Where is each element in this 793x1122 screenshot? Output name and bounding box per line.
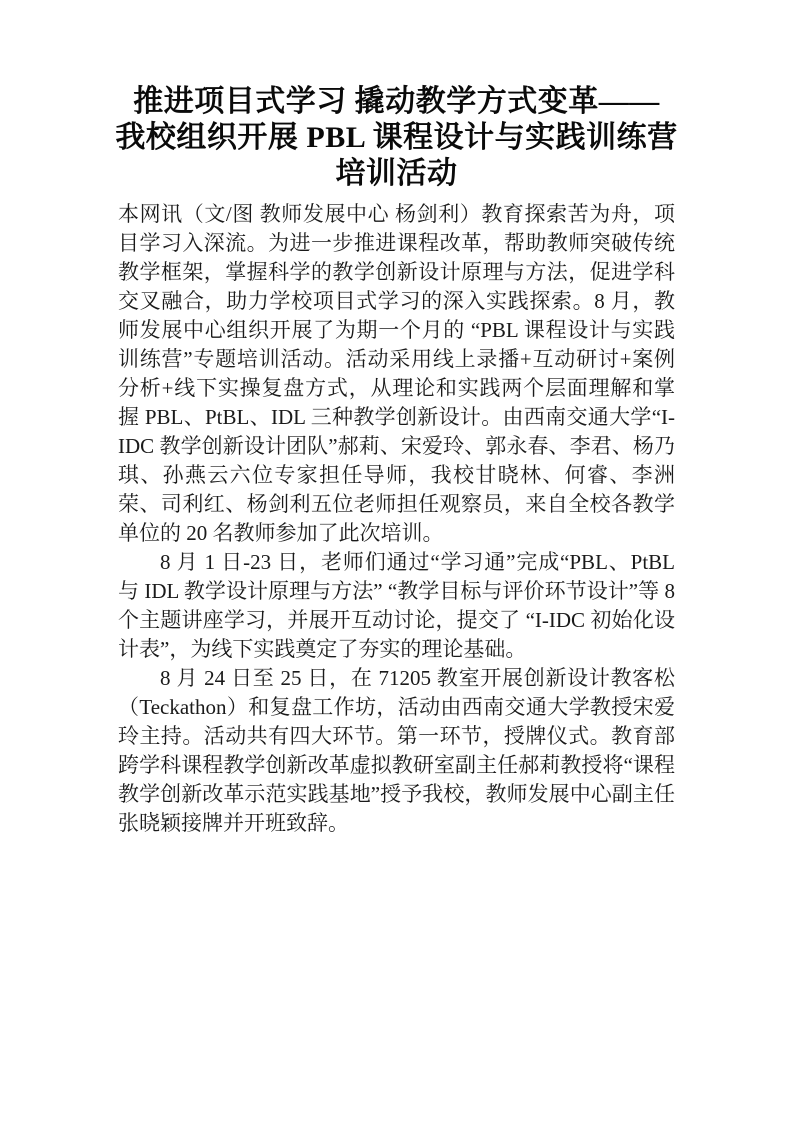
page-title — [96, 84, 697, 192]
body-paragraph-2: 8 月 1 日-23 日，老师们通过“学习通”完成“PBL、PtBL 与 IDL 教学设计原理与方法” “教学目标与评价环节设计”等 8 个主题讲座学习，并展开互动讨论，提交了 “I-IDC 初始化设计表”，为线下实践奠定了夯实的理论基础。 — [118, 550, 675, 661]
title-line-2: 我校组织开展 PBL 课程设计与实践训练营 — [115, 121, 678, 154]
body-paragraph-3: 8 月 24 日至 25 日，在 71205 教室开展创新设计教客松（Teckathon）和复盘工作坊，活动由西南交通大学教授宋爱玲主持。活动共有四大环节。第一环节，授牌仪式。教育部跨学科课程教学创新改革虚拟教研室副主任郝莉教授将“课程教学创新改革示范实践基地”授予我校，教师发展中心副主任张晓颖接牌并开班致辞。 — [118, 666, 675, 835]
body-paragraph-1: 本网讯（文/图 教师发展中心 杨剑利）教育探索苦为舟，项目学习入深流。为进一步推进课程改革，帮助教师突破传统教学框架，掌握科学的教学创新设计原理与方法，促进学科交叉融合，助力学校项目式学习的深入实践探索。8 月，教师发展中心组织开展了为期一个月的 “PBL 课程设计与实践训练营”专题培训活动。活动采用线上录播+互动研讨+案例分析+线下实操复盘方式，从理论和实践两个层面理解和掌握 PBL、PtBL、IDL 三种教学创新设计。由西南交通大学“I-IDC 教学创新设计团队”郝莉、宋爱玲、郭永春、李君、杨乃琪、孙燕云六位专家担任导师，我校甘晓林、何睿、李洲荣、司利红、杨剑利五位老师担任观察员，来自全校各教学单位的 20 名教师参加了此次培训。 — [118, 202, 675, 545]
article-body — [118, 200, 675, 838]
title-line-3: 培训活动 — [335, 157, 458, 190]
title-line-1: 推进项目式学习 撬动教学方式变革—— — [133, 85, 660, 118]
